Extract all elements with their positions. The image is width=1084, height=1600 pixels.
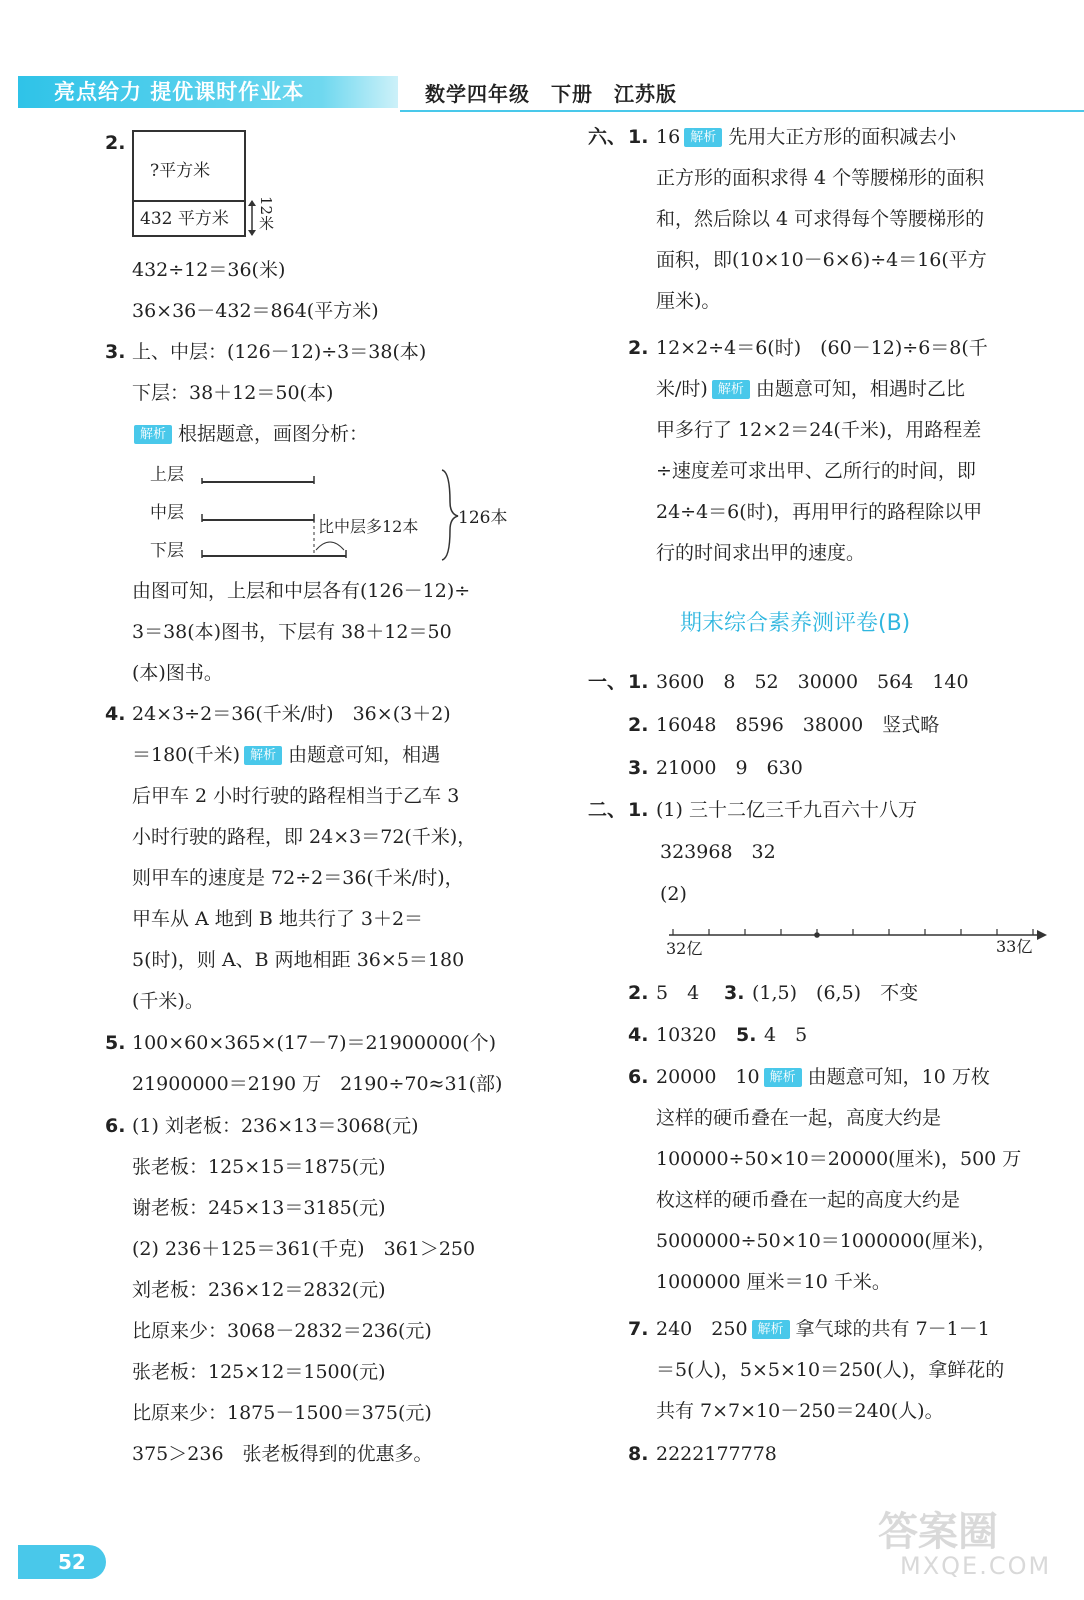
text-line: 这样的硬币叠在一起，高度大约是 bbox=[656, 1107, 942, 1129]
answer-text: 20000 10 bbox=[656, 1066, 760, 1088]
number-line bbox=[665, 920, 1050, 950]
q-number: 8. bbox=[628, 1443, 649, 1465]
text-line: 谢老板：245×13＝3185(元) bbox=[132, 1197, 386, 1219]
text-line: 100000÷50×10＝20000(厘米)，500 万 bbox=[656, 1148, 1022, 1170]
text-line: 21900000＝2190 万 2190÷70≈31(部) bbox=[132, 1073, 503, 1095]
section-title: 期末综合素养测评卷(B) bbox=[680, 611, 911, 636]
q-number: 4. bbox=[105, 703, 126, 725]
text-line: 5(时)，则 A、B 两地相距 36×5＝180 bbox=[132, 949, 465, 971]
text-line: 375＞236 张老板得到的优惠多。 bbox=[132, 1443, 433, 1465]
text-line: 厘米)。 bbox=[656, 290, 721, 312]
text-line: 2222177778 bbox=[656, 1443, 777, 1465]
section-label: 一、 bbox=[588, 671, 627, 693]
text-line: 下层：38＋12＝50(本) bbox=[132, 382, 334, 404]
text-line: (2) bbox=[660, 883, 687, 905]
text-line: 共有 7×7×10－250＝240(人)。 bbox=[656, 1400, 944, 1422]
text-line: 4 5 bbox=[764, 1024, 808, 1046]
brand-banner: 亮点给力 提优课时作业本 bbox=[18, 76, 398, 108]
text-line: 24÷4＝6(时)，再用甲行的路程除以甲 bbox=[656, 501, 983, 523]
text-line: 由图可知，上层和中层各有(126－12)÷ bbox=[132, 580, 471, 602]
q-number: 7. bbox=[628, 1318, 649, 1340]
text-line bbox=[656, 376, 965, 402]
text-line: (1) 刘老板：236×13＝3068(元) bbox=[132, 1115, 419, 1137]
book-title: 数学四年级 下册 江苏版 bbox=[425, 82, 677, 106]
text-line: 行的时间求出甲的速度。 bbox=[656, 542, 866, 564]
text-line: 小时行驶的路程，即 24×3＝72(千米)， bbox=[132, 826, 477, 848]
text-line: (千米)。 bbox=[132, 990, 204, 1012]
text-line: 3600 8 52 30000 564 140 bbox=[656, 671, 969, 693]
axis-left-label: 32亿 bbox=[666, 939, 703, 958]
diagram-extra-label: 比中层多12本 bbox=[318, 517, 419, 536]
text-line: 比原来少：3068－2832＝236(元) bbox=[132, 1320, 432, 1342]
page-header bbox=[0, 70, 1084, 112]
text-line bbox=[656, 1316, 990, 1342]
q-number: 1. bbox=[628, 799, 649, 821]
watermark-logo: 答案圈 bbox=[878, 1509, 998, 1555]
analysis-tag: 解析 bbox=[244, 746, 282, 765]
text-line: 面积，即(10×10－6×6)÷4＝16(平方 bbox=[656, 249, 987, 271]
text-line: ＝5(人)，5×5×10＝250(人)，拿鲜花的 bbox=[656, 1359, 1005, 1381]
analysis-tag: 解析 bbox=[752, 1320, 790, 1339]
text-line: (2) 236＋125＝361(千克) 361＞250 bbox=[132, 1238, 476, 1260]
text-line: 枚这样的硬币叠在一起的高度大约是 bbox=[656, 1189, 961, 1211]
text-segment: 米/时) bbox=[656, 378, 708, 400]
text-line: 5 4 bbox=[656, 982, 700, 1004]
text-line: ÷速度差可求出甲、乙所行的时间，即 bbox=[656, 460, 976, 482]
text-line: 432÷12＝36(米) bbox=[132, 259, 286, 281]
analysis-text: 根据题意，画图分析： bbox=[178, 423, 369, 445]
analysis-tag: 解析 bbox=[134, 425, 172, 444]
analysis-tag: 解析 bbox=[684, 128, 722, 147]
text-line: 则甲车的速度是 72÷2＝36(千米/时)， bbox=[132, 867, 464, 889]
analysis-tag: 解析 bbox=[764, 1068, 802, 1087]
q-number: 3. bbox=[628, 757, 649, 779]
text-line: 3＝38(本)图书，下层有 38＋12＝50 bbox=[132, 621, 452, 643]
text-line: (本)图书。 bbox=[132, 662, 223, 684]
text-line: 1000000 厘米＝10 千米。 bbox=[656, 1271, 891, 1293]
diagram-divider bbox=[132, 200, 246, 202]
diagram-row-label: 下层 bbox=[150, 541, 184, 561]
q-number: 1. bbox=[628, 671, 649, 693]
text-line: 5000000÷50×10＝1000000(厘米)， bbox=[656, 1230, 997, 1252]
text-segment: 由题意可知，相遇时乙比 bbox=[755, 378, 965, 400]
q-number: 3. bbox=[105, 341, 126, 363]
text-segment: 由题意可知，10 万枚 bbox=[807, 1066, 990, 1088]
text-line: 正方形的面积求得 4 个等腰梯形的面积 bbox=[656, 167, 985, 189]
analysis-line bbox=[130, 421, 368, 447]
answer-text: 240 250 bbox=[656, 1318, 748, 1340]
text-line: 24×3÷2＝36(千米/时) 36×(3＋2) bbox=[132, 703, 451, 725]
diagram-top-label: ?平方米 bbox=[150, 161, 211, 181]
text-line: 张老板：125×12＝1500(元) bbox=[132, 1361, 386, 1383]
diagram-side-label: 12米 bbox=[257, 196, 275, 231]
section-label: 二、 bbox=[588, 799, 627, 821]
text-line: 上、中层：(126－12)÷3＝38(本) bbox=[132, 341, 427, 363]
diagram-row-label: 中层 bbox=[150, 503, 184, 523]
watermark-url: MXQE.COM bbox=[900, 1552, 1052, 1580]
text-segment: 拿气球的共有 7－1－1 bbox=[795, 1318, 990, 1340]
text-segment: ＝180(千米) bbox=[132, 744, 241, 766]
q-number: 2. bbox=[628, 337, 649, 359]
analysis-tag: 解析 bbox=[712, 380, 750, 399]
text-line: 刘老板：236×12＝2832(元) bbox=[132, 1279, 386, 1301]
text-line bbox=[656, 1064, 990, 1090]
text-line: 21000 9 630 bbox=[656, 757, 803, 779]
text-line: 12×2÷4＝6(时) (60－12)÷6＝8(千 bbox=[656, 337, 988, 359]
text-line: 16048 8596 38000 竖式略 bbox=[656, 714, 940, 736]
text-line: 36×36－432＝864(平方米) bbox=[132, 300, 379, 322]
segment-diagram bbox=[198, 462, 468, 562]
text-segment: 先用大正方形的面积减去小 bbox=[728, 126, 957, 148]
q-number: 3. bbox=[724, 982, 745, 1004]
q-number: 2. bbox=[628, 714, 649, 736]
text-line: (1) 三十二亿三千九百六十八万 bbox=[656, 799, 917, 821]
section-label: 六、 bbox=[588, 126, 627, 148]
q-number: 2. bbox=[105, 132, 126, 154]
header-divider bbox=[400, 110, 1084, 112]
text-line: 后甲车 2 小时行驶的路程相当于乙车 3 bbox=[132, 785, 460, 807]
text-line: (1,5) (6,5) 不变 bbox=[752, 982, 919, 1004]
answer-text: 16 bbox=[656, 126, 681, 148]
text-line: 比原来少：1875－1500＝375(元) bbox=[132, 1402, 432, 1424]
text-line: 和，然后除以 4 可求得每个等腰梯形的 bbox=[656, 208, 985, 230]
q-number: 2. bbox=[628, 982, 649, 1004]
q-number: 6. bbox=[628, 1066, 649, 1088]
text-line: 323968 32 bbox=[660, 841, 776, 863]
diagram-row-label: 上层 bbox=[150, 465, 184, 485]
page-number: 52 bbox=[18, 1545, 106, 1579]
text-line bbox=[656, 124, 956, 150]
text-line: 100×60×365×(17－7)＝21900000(个) bbox=[132, 1032, 497, 1054]
text-line bbox=[132, 742, 440, 768]
q-number: 1. bbox=[628, 126, 649, 148]
text-line: 甲多行了 12×2＝24(千米)，用路程差 bbox=[656, 419, 982, 441]
axis-right-label: 33亿 bbox=[996, 937, 1033, 956]
diagram-bottom-label: 432 平方米 bbox=[140, 209, 229, 229]
text-line: 张老板：125×15＝1875(元) bbox=[132, 1156, 386, 1178]
text-line: 10320 bbox=[656, 1024, 717, 1046]
text-line: 甲车从 A 地到 B 地共行了 3＋2＝ bbox=[132, 908, 424, 930]
q-number: 6. bbox=[105, 1115, 126, 1137]
q-number: 4. bbox=[628, 1024, 649, 1046]
q-number: 5. bbox=[105, 1032, 126, 1054]
text-segment: 由题意可知，相遇 bbox=[288, 744, 441, 766]
q-number: 5. bbox=[736, 1024, 757, 1046]
diagram-total-label: 126本 bbox=[458, 508, 508, 528]
